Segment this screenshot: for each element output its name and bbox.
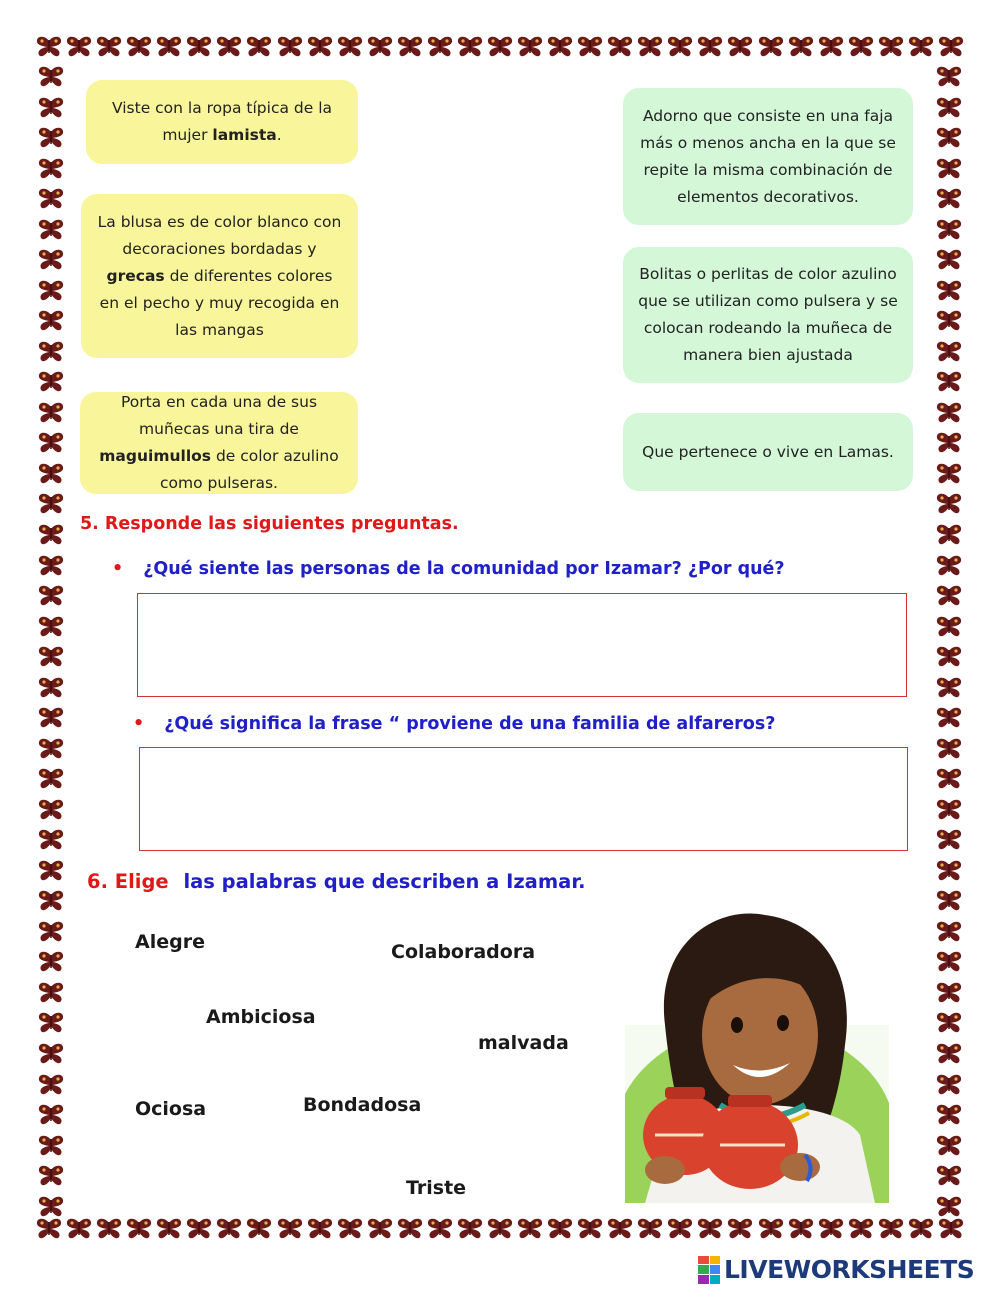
butterfly-icon <box>938 36 964 66</box>
butterfly-icon <box>38 524 64 546</box>
butterfly-icon <box>936 1012 962 1034</box>
text-segment: de diferentes colores en el pecho y muy recogida en las mangas <box>99 266 340 339</box>
butterfly-icon <box>367 1218 393 1248</box>
butterfly-icon <box>38 249 64 271</box>
match-box-text <box>94 389 344 497</box>
answer-box-1[interactable] <box>137 593 907 697</box>
match-box-text <box>95 209 344 344</box>
butterfly-icon <box>38 402 64 424</box>
butterfly-icon <box>936 463 962 485</box>
butterfly-icon <box>38 890 64 912</box>
butterfly-icon <box>38 768 64 790</box>
butterfly-icon <box>38 585 64 607</box>
butterfly-icon <box>38 1043 64 1065</box>
butterfly-icon <box>938 1218 964 1248</box>
match-right-2[interactable] <box>623 247 913 383</box>
butterfly-icon <box>908 1218 934 1248</box>
butterfly-icon <box>38 1165 64 1187</box>
butterfly-icon <box>727 36 753 66</box>
text-segment: Que pertenece o vive en Lamas. <box>642 442 894 461</box>
border-left <box>36 66 66 1218</box>
word-bondadosa[interactable]: Bondadosa <box>303 1094 422 1116</box>
butterfly-icon <box>216 36 242 66</box>
butterfly-icon <box>788 36 814 66</box>
word-malvada[interactable]: malvada <box>478 1032 569 1054</box>
butterfly-icon <box>936 1043 962 1065</box>
butterfly-icon <box>66 1218 92 1248</box>
butterfly-icon <box>517 36 543 66</box>
question-2 <box>133 714 775 734</box>
text-segment: Viste con la ropa típica de la mujer <box>111 99 333 144</box>
butterfly-icon <box>607 36 633 66</box>
butterfly-icon <box>337 1218 363 1248</box>
match-right-1[interactable] <box>623 88 913 225</box>
butterfly-icon <box>936 280 962 302</box>
butterfly-icon <box>246 36 272 66</box>
bullet: • <box>133 714 145 734</box>
butterfly-icon <box>936 921 962 943</box>
butterfly-icon <box>38 1074 64 1096</box>
butterfly-icon <box>637 36 663 66</box>
border-top <box>36 36 964 66</box>
butterfly-icon <box>277 1218 303 1248</box>
butterfly-icon <box>936 1165 962 1187</box>
question-1-text: ¿Qué siente las personas de la comunidad por Izamar? ¿Por qué? <box>143 559 785 579</box>
butterfly-icon <box>96 1218 122 1248</box>
word-alegre[interactable]: Alegre <box>135 931 205 953</box>
section6-title-red: 6. Elige <box>87 870 169 893</box>
butterfly-icon <box>337 36 363 66</box>
butterfly-icon <box>38 951 64 973</box>
butterfly-icon <box>38 1012 64 1034</box>
butterfly-icon <box>936 1104 962 1126</box>
butterfly-icon <box>156 36 182 66</box>
butterfly-icon <box>307 1218 333 1248</box>
section6-title <box>87 870 586 893</box>
butterfly-icon <box>38 341 64 363</box>
text-segment: . <box>276 126 282 144</box>
butterfly-icon <box>38 158 64 180</box>
butterfly-icon <box>66 36 92 66</box>
butterfly-icon <box>936 97 962 119</box>
text-segment: Porta en cada una de sus muñecas una tira de <box>120 393 318 438</box>
butterfly-icon <box>38 677 64 699</box>
butterfly-icon <box>878 36 904 66</box>
butterfly-icon <box>936 1196 962 1218</box>
butterfly-icon <box>156 1218 182 1248</box>
bold-term: grecas <box>106 266 165 285</box>
text-segment: Bolitas o perlitas de color azulino que se utilizan como pulsera y se colocan rodeando la muñeca de manera bien ajustada <box>638 265 898 364</box>
butterfly-icon <box>607 1218 633 1248</box>
butterfly-icon <box>936 219 962 241</box>
butterfly-icon <box>457 1218 483 1248</box>
butterfly-icon <box>38 707 64 729</box>
match-box-text <box>642 439 894 466</box>
butterfly-icon <box>936 616 962 638</box>
butterfly-icon <box>38 127 64 149</box>
butterfly-icon <box>216 1218 242 1248</box>
butterfly-icon <box>936 829 962 851</box>
butterfly-icon <box>848 1218 874 1248</box>
word-triste[interactable]: Triste <box>406 1177 467 1199</box>
question-2-text: ¿Qué significa la frase “ proviene de una familia de alfareros? <box>164 714 776 734</box>
butterfly-icon <box>936 555 962 577</box>
butterfly-icon <box>818 1218 844 1248</box>
butterfly-icon <box>38 1104 64 1126</box>
butterfly-icon <box>936 371 962 393</box>
match-box-text <box>637 261 899 369</box>
butterfly-icon <box>547 1218 573 1248</box>
butterfly-icon <box>547 36 573 66</box>
butterfly-icon <box>397 1218 423 1248</box>
butterfly-icon <box>577 36 603 66</box>
butterfly-icon <box>936 402 962 424</box>
butterfly-icon <box>38 616 64 638</box>
butterfly-icon <box>38 188 64 210</box>
match-box-text <box>637 103 899 211</box>
liveworksheets-logo-text: LIVEWORKSHEETS <box>724 1255 975 1284</box>
bold-term: lamista <box>212 126 277 144</box>
butterfly-icon <box>936 127 962 149</box>
butterfly-icon <box>936 188 962 210</box>
liveworksheets-logo <box>698 1255 974 1284</box>
butterfly-icon <box>126 36 152 66</box>
butterfly-icon <box>936 768 962 790</box>
butterfly-icon <box>38 1135 64 1157</box>
butterfly-icon <box>667 1218 693 1248</box>
butterfly-icon <box>818 36 844 66</box>
butterfly-icon <box>38 493 64 515</box>
butterfly-icon <box>38 280 64 302</box>
butterfly-icon <box>38 829 64 851</box>
match-left-2[interactable] <box>81 194 358 358</box>
butterfly-icon <box>936 982 962 1004</box>
word-ociosa[interactable]: Ociosa <box>135 1098 207 1120</box>
butterfly-icon <box>307 36 333 66</box>
butterfly-icon <box>96 36 122 66</box>
text-segment: de color azulino como pulseras. <box>160 447 339 492</box>
butterfly-icon <box>936 585 962 607</box>
girl-with-pottery-illustration <box>625 905 889 1203</box>
butterfly-icon <box>758 1218 784 1248</box>
match-left-1[interactable] <box>86 80 358 164</box>
word-ambiciosa[interactable]: Ambiciosa <box>206 1006 316 1028</box>
bullet: • <box>112 559 124 579</box>
butterfly-icon <box>38 799 64 821</box>
butterfly-icon <box>38 921 64 943</box>
butterfly-icon <box>936 249 962 271</box>
butterfly-icon <box>38 463 64 485</box>
butterfly-icon <box>936 890 962 912</box>
butterfly-icon <box>427 1218 453 1248</box>
butterfly-icon <box>36 36 62 66</box>
butterfly-icon <box>697 36 723 66</box>
butterfly-icon <box>577 1218 603 1248</box>
butterfly-icon <box>936 158 962 180</box>
butterfly-icon <box>38 219 64 241</box>
butterfly-icon <box>246 1218 272 1248</box>
butterfly-icon <box>936 677 962 699</box>
liveworksheets-logo-icon <box>698 1256 720 1284</box>
butterfly-icon <box>936 799 962 821</box>
butterfly-icon <box>878 1218 904 1248</box>
butterfly-icon <box>758 36 784 66</box>
butterfly-icon <box>936 1135 962 1157</box>
butterfly-icon <box>36 1218 62 1248</box>
bold-term: maguimullos <box>99 447 212 465</box>
butterfly-icon <box>908 36 934 66</box>
butterfly-icon <box>936 524 962 546</box>
butterfly-icon <box>367 36 393 66</box>
question-1 <box>112 559 785 579</box>
butterfly-icon <box>936 432 962 454</box>
butterfly-icon <box>936 738 962 760</box>
butterfly-icon <box>936 860 962 882</box>
butterfly-icon <box>38 982 64 1004</box>
butterfly-icon <box>487 36 513 66</box>
match-right-3[interactable] <box>623 413 913 491</box>
text-segment: La blusa es de color blanco con decoraciones bordadas y <box>97 212 342 258</box>
butterfly-icon <box>38 66 64 88</box>
butterfly-icon <box>936 341 962 363</box>
butterfly-icon <box>38 738 64 760</box>
butterfly-icon <box>637 1218 663 1248</box>
text-segment: Adorno que consiste en una faja más o menos ancha en la que se repite la misma combinación de elementos decorativos. <box>640 106 896 206</box>
butterfly-icon <box>38 860 64 882</box>
butterfly-icon <box>667 36 693 66</box>
match-box-text <box>100 95 344 149</box>
border-bottom <box>36 1218 964 1248</box>
match-left-3[interactable] <box>80 392 358 494</box>
butterfly-icon <box>936 951 962 973</box>
butterfly-icon <box>186 1218 212 1248</box>
butterfly-icon <box>38 1196 64 1218</box>
butterfly-icon <box>38 555 64 577</box>
butterfly-icon <box>936 707 962 729</box>
butterfly-icon <box>38 97 64 119</box>
butterfly-icon <box>126 1218 152 1248</box>
section5-title: 5. Responde las siguientes preguntas. <box>80 514 459 534</box>
butterfly-icon <box>788 1218 814 1248</box>
butterfly-icon <box>697 1218 723 1248</box>
butterfly-icon <box>936 1074 962 1096</box>
butterfly-icon <box>38 646 64 668</box>
butterfly-icon <box>487 1218 513 1248</box>
answer-box-2[interactable] <box>139 747 908 851</box>
butterfly-icon <box>936 646 962 668</box>
butterfly-icon <box>397 36 423 66</box>
butterfly-icon <box>427 36 453 66</box>
butterfly-icon <box>936 66 962 88</box>
butterfly-icon <box>936 493 962 515</box>
butterfly-icon <box>38 310 64 332</box>
butterfly-icon <box>186 36 212 66</box>
butterfly-icon <box>38 432 64 454</box>
butterfly-icon <box>848 36 874 66</box>
section6-title-blue: las palabras que describen a Izamar. <box>183 870 586 893</box>
word-colaboradora[interactable]: Colaboradora <box>391 941 536 963</box>
butterfly-icon <box>277 36 303 66</box>
butterfly-icon <box>727 1218 753 1248</box>
butterfly-icon <box>38 371 64 393</box>
butterfly-icon <box>936 310 962 332</box>
butterfly-icon <box>517 1218 543 1248</box>
butterfly-icon <box>457 36 483 66</box>
border-right <box>934 66 964 1218</box>
